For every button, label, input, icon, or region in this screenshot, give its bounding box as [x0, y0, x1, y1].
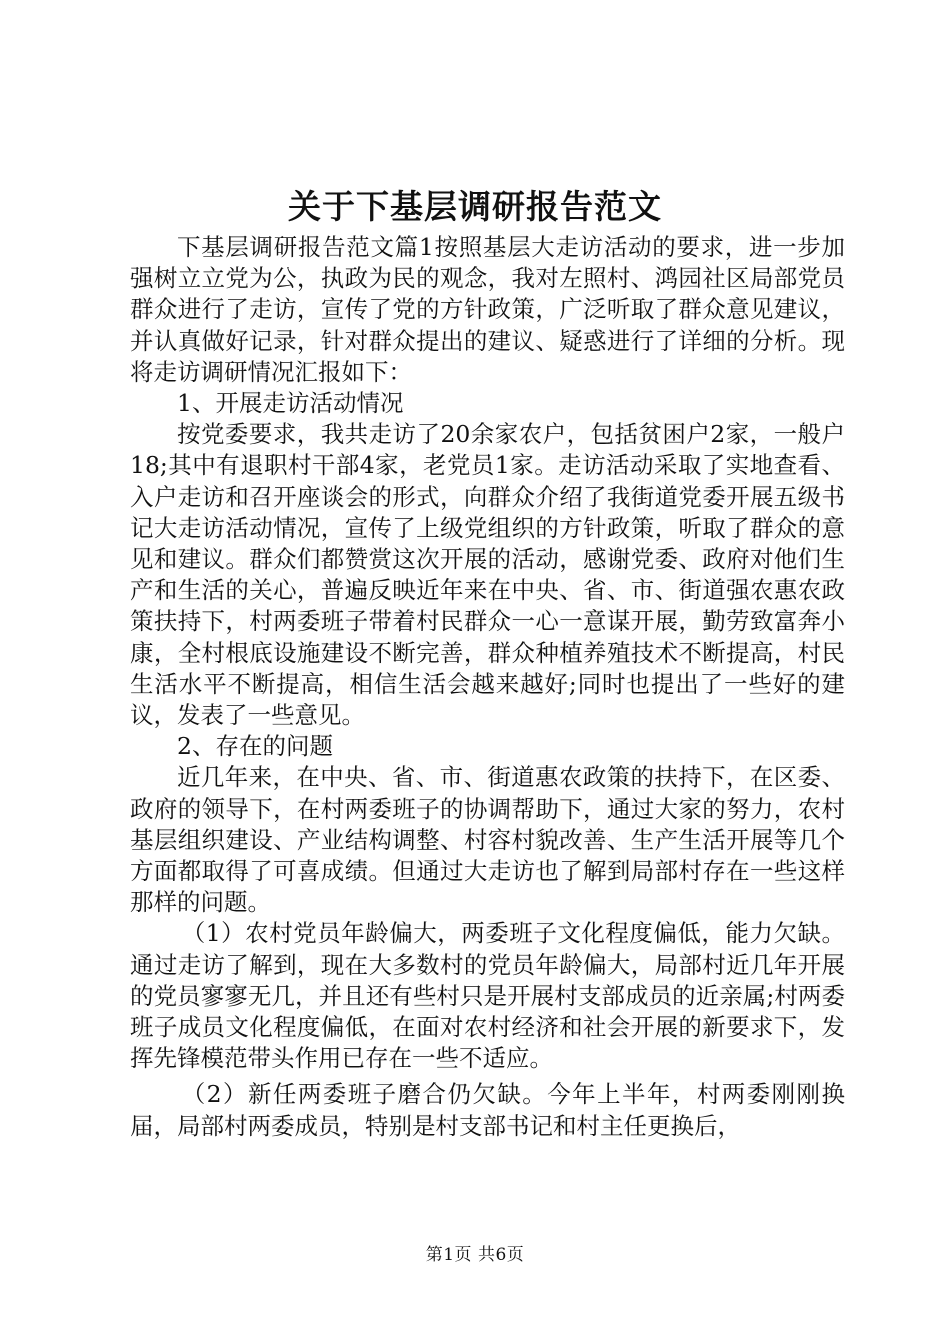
- page-number-footer: 第1页 共6页: [425, 1245, 525, 1265]
- paragraph-intro: 下基层调研报告范文篇1按照基层大走访活动的要求，进一步加强树立立党为公，执政为民的观念，我对左照村、鸿园社区局部党员群众进行了走访，宣传了党的方针政策，广泛听取了群众意见建议，并认真做好记录，针对群众提出的建议、疑惑进行了详细的分析。现将走访调研情况汇报如下：: [130, 233, 845, 386]
- paragraph-problem-1: （1）农村党员年龄偏大，两委班子文化程度偏低，能力欠缺。通过走访了解到，现在大多数村的党员年龄偏大，局部村近几年开展的党员寥寥无几，并且还有些村只是开展村支部成员的近亲属;村两委班子成员文化程度偏低，在面对农村经济和社会开展的新要求下，发挥先锋模范带头作用已存在一些不适应。: [130, 919, 845, 1073]
- section-heading-2: 2、存在的问题: [177, 732, 333, 761]
- document-body: [130, 232, 845, 1142]
- paragraph-visit-details: 按党委要求，我共走访了20余家农户，包括贫困户2家，一般户18;其中有退职村干部4家，老党员1家。走访活动采取了实地查看、入户走访和召开座谈会的形式，向群众介绍了我街道党委开展五级书记大走访活动情况，宣传了上级党组织的方针政策，听取了群众的意见和建议。群众们都赞赏这次开展的活动，感谢党委、政府对他们生产和生活的关心，普遍反映近年来在中央、省、市、街道强农惠农政策扶持下，村两委班子带着村民群众一心一意谋开展，勤劳致富奔小康，全村根底设施建设不断完善，群众种植养殖技术不断提高，村民生活水平不断提高，相信生活会越来越好;同时也提出了一些好的建议，发表了一些意见。: [130, 420, 845, 730]
- document-title: 关于下基层调研报告范文: [288, 187, 662, 226]
- section-heading-1: 1、开展走访活动情况: [177, 389, 404, 418]
- paragraph-problem-2: （2）新任两委班子磨合仍欠缺。今年上半年，村两委刚刚换届，局部村两委成员，特别是村支部书记和村主任更换后，: [130, 1080, 845, 1140]
- paragraph-problems-intro: 近几年来，在中央、省、市、街道惠农政策的扶持下，在区委、政府的领导下，在村两委班子的协调帮助下，通过大家的努力，农村基层组织建设、产业结构调整、村容村貌改善、生产生活开展等几个方面都取得了可喜成绩。但通过大走访也了解到局部村存在一些这样那样的问题。: [130, 763, 845, 917]
